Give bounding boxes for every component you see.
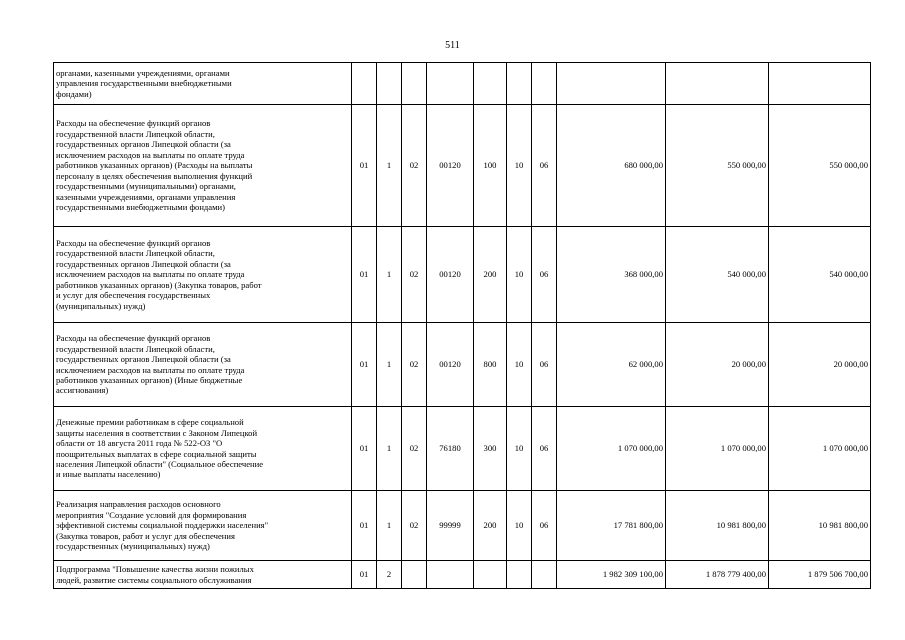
subsection-code: 06	[532, 227, 557, 323]
expense-type-code: 200	[474, 227, 507, 323]
amount-3: 20 000,00	[769, 323, 871, 407]
row-name: органами, казенными учреждениями, органами управления государственными внебюджетными фондами)	[54, 63, 352, 105]
subprogram-code: 1	[377, 227, 402, 323]
subprogram-code: 1	[377, 491, 402, 561]
section-code: 10	[507, 227, 532, 323]
direction-code: 00120	[427, 323, 474, 407]
row-name: Расходы на обеспечение функций органов государственной власти Липецкой области, государственных органов Липецкой области (за исключением расходов на выплаты по оплате труда работников указанных органов) (Закупка товаров, работ и услуг для обеспечения государственных (муниципальных) нужд)	[54, 227, 352, 323]
amount-3: 540 000,00	[769, 227, 871, 323]
direction-code: 99999	[427, 491, 474, 561]
subsection-code: 06	[532, 105, 557, 227]
subprogram-code: 2	[377, 561, 402, 589]
table-row	[54, 227, 871, 323]
event-code: 02	[402, 227, 427, 323]
section-code: 10	[507, 407, 532, 491]
amount-2: 550 000,00	[666, 105, 769, 227]
subprogram-code: 1	[377, 105, 402, 227]
table-row	[54, 407, 871, 491]
subprogram-code: 1	[377, 323, 402, 407]
amount-2	[666, 63, 769, 105]
event-code: 02	[402, 323, 427, 407]
row-name: Расходы на обеспечение функций органов государственной власти Липецкой области, государственных органов Липецкой области (за исключением расходов на выплаты по оплате труда работников указанных органов) (Иные бюджетные ассигнования)	[54, 323, 352, 407]
expense-type-code	[474, 63, 507, 105]
amount-2: 20 000,00	[666, 323, 769, 407]
row-name: Денежные премии работникам в сфере социальной защиты населения в соответствии с Законом Липецкой области от 18 августа 2011 года № 522-ОЗ "О поощрительных выплатах в сфере социальной защиты населения Липецкой области" (Социальное обеспечение и иные выплаты населению)	[54, 407, 352, 491]
event-code	[402, 63, 427, 105]
subprogram-code	[377, 63, 402, 105]
amount-2: 1 878 779 400,00	[666, 561, 769, 589]
amount-2: 1 070 000,00	[666, 407, 769, 491]
section-code: 10	[507, 491, 532, 561]
amount-1: 680 000,00	[557, 105, 666, 227]
amount-3: 1 879 506 700,00	[769, 561, 871, 589]
program-code: 01	[352, 561, 377, 589]
table-row	[54, 491, 871, 561]
section-code	[507, 561, 532, 589]
amount-3	[769, 63, 871, 105]
subprogram-code: 1	[377, 407, 402, 491]
amount-2: 10 981 800,00	[666, 491, 769, 561]
row-name: Подпрограмма "Повышение качества жизни пожилых людей, развитие системы социального обслуживания	[54, 561, 352, 589]
budget-table	[53, 62, 871, 589]
expense-type-code	[474, 561, 507, 589]
subsection-code	[532, 63, 557, 105]
page-number: 511	[445, 40, 460, 51]
event-code: 02	[402, 407, 427, 491]
amount-3: 10 981 800,00	[769, 491, 871, 561]
expense-type-code: 300	[474, 407, 507, 491]
subsection-code	[532, 561, 557, 589]
amount-1: 368 000,00	[557, 227, 666, 323]
table-row	[54, 105, 871, 227]
amount-1: 62 000,00	[557, 323, 666, 407]
table-row	[54, 561, 871, 589]
table-row	[54, 63, 871, 105]
section-code	[507, 63, 532, 105]
expense-type-code: 200	[474, 491, 507, 561]
event-code: 02	[402, 491, 427, 561]
expense-type-code: 800	[474, 323, 507, 407]
amount-1: 1 070 000,00	[557, 407, 666, 491]
row-name: Расходы на обеспечение функций органов государственной власти Липецкой области, государственных органов Липецкой области (за исключением расходов на выплаты по оплате труда работников указанных органов) (Расходы на выплаты персоналу в целях обеспечения выполнения функций государственными (муниципальными) органами, казенными учреждениями, органами управления государственными внебюджетными фондами)	[54, 105, 352, 227]
direction-code	[427, 561, 474, 589]
amount-1: 17 781 800,00	[557, 491, 666, 561]
program-code: 01	[352, 407, 377, 491]
program-code: 01	[352, 227, 377, 323]
expense-type-code: 100	[474, 105, 507, 227]
subsection-code: 06	[532, 407, 557, 491]
amount-3: 550 000,00	[769, 105, 871, 227]
program-code	[352, 63, 377, 105]
subsection-code: 06	[532, 491, 557, 561]
section-code: 10	[507, 323, 532, 407]
direction-code: 76180	[427, 407, 474, 491]
program-code: 01	[352, 105, 377, 227]
amount-2: 540 000,00	[666, 227, 769, 323]
row-name: Реализация направления расходов основного мероприятия "Создание условий для формирования эффективной системы социальной поддержки населения" (Закупка товаров, работ и услуг для обеспечения государственных (муниципальных) нужд)	[54, 491, 352, 561]
amount-1: 1 982 309 100,00	[557, 561, 666, 589]
direction-code	[427, 63, 474, 105]
direction-code: 00120	[427, 227, 474, 323]
program-code: 01	[352, 323, 377, 407]
program-code: 01	[352, 491, 377, 561]
event-code	[402, 561, 427, 589]
subsection-code: 06	[532, 323, 557, 407]
table-row	[54, 323, 871, 407]
direction-code: 00120	[427, 105, 474, 227]
event-code: 02	[402, 105, 427, 227]
section-code: 10	[507, 105, 532, 227]
amount-3: 1 070 000,00	[769, 407, 871, 491]
amount-1	[557, 63, 666, 105]
